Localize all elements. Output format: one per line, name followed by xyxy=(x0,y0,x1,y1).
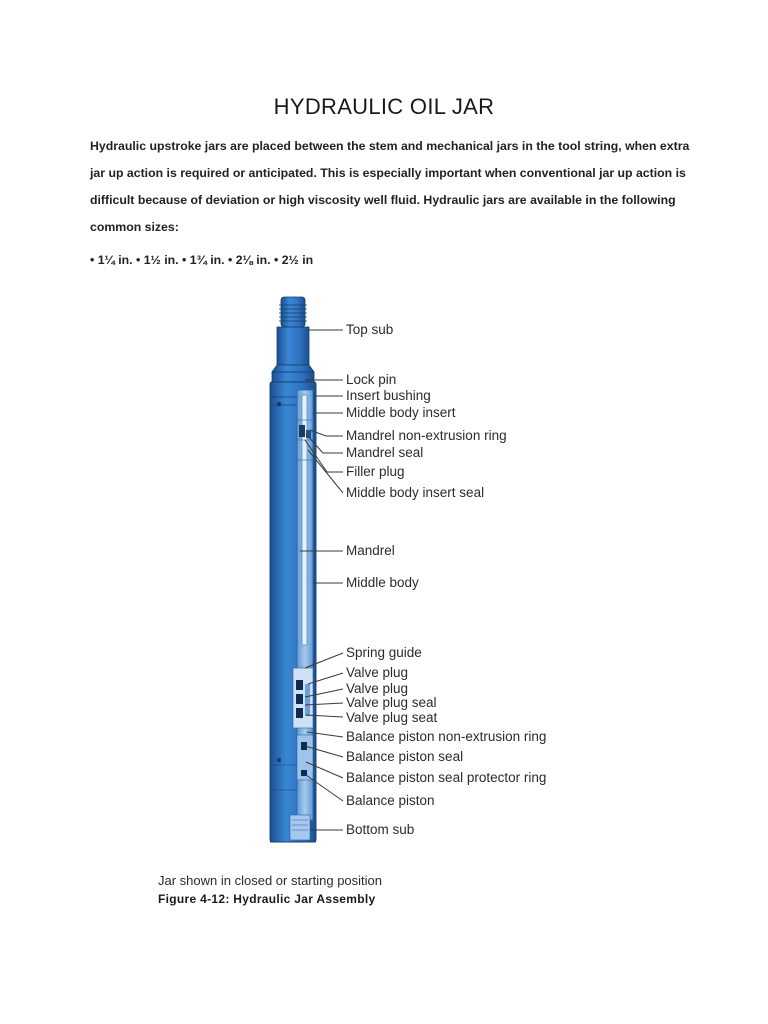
label-mandrel-seal: Mandrel seal xyxy=(346,445,424,460)
paragraph-line: common sizes: xyxy=(90,220,179,234)
top-sub-part xyxy=(272,297,314,372)
label-lock-pin: Lock pin xyxy=(346,372,397,387)
figure-caption-note: Jar shown in closed or starting position xyxy=(158,873,383,888)
label-filler-plug: Filler plug xyxy=(346,464,405,479)
label-top-sub: Top sub xyxy=(346,322,394,337)
paragraph-line: difficult because of deviation or high viscosity well fluid. Hydraulic jars are available in the following xyxy=(90,193,676,207)
label-middle-body-insert-seal: Middle body insert seal xyxy=(346,485,485,500)
label-mandrel-non-extrusion-ring: Mandrel non-extrusion ring xyxy=(346,428,507,443)
label-balance-piston-non-extrusion-ring: Balance piston non-extrusion ring xyxy=(346,729,547,744)
label-bottom-sub: Bottom sub xyxy=(346,822,415,837)
label-middle-body: Middle body xyxy=(346,575,419,590)
label-valve-plug: Valve plug xyxy=(346,681,409,696)
label-insert-bushing: Insert bushing xyxy=(346,388,431,403)
figure-caption-title: Figure 4-12: Hydraulic Jar Assembly xyxy=(158,892,376,906)
paragraph-line: Hydraulic upstroke jars are placed between the stem and mechanical jars in the tool string, when extra xyxy=(90,139,690,153)
label-middle-body-insert: Middle body insert xyxy=(346,405,456,420)
label-valve-plug: Valve plug xyxy=(346,665,409,680)
paragraph-line: jar up action is required or anticipated. This is especially important when conventional jar up action is xyxy=(90,166,686,180)
label-balance-piston-seal-protector-ring: Balance piston seal protector ring xyxy=(346,770,547,785)
label-mandrel: Mandrel xyxy=(346,543,395,558)
label-balance-piston-seal: Balance piston seal xyxy=(346,749,464,764)
sizes-list: • 1¼ in. • 1½ in. • 1¾ in. • 2⅛ in. • 2½ in xyxy=(90,253,314,267)
page-title: HYDRAULIC OIL JAR xyxy=(273,94,495,119)
label-balance-piston: Balance piston xyxy=(346,793,435,808)
label-spring-guide: Spring guide xyxy=(346,645,422,660)
label-valve-plug-seal: Valve plug seal xyxy=(346,695,437,710)
label-valve-plug-seat: Valve plug seat xyxy=(346,710,438,725)
